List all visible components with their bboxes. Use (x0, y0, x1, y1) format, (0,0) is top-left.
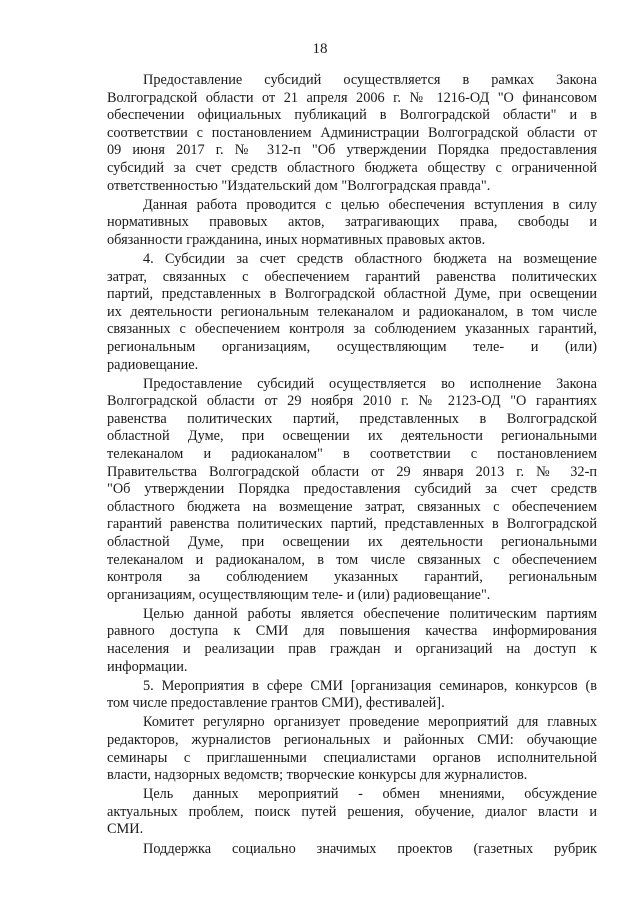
text-line: субсидий за счет средств областного бюджета обществу с ограниченной (107, 159, 597, 176)
text-line: нормативных правовых актов, затрагивающих права, свободы и (107, 214, 597, 231)
text-line: обязанности гражданина, иных нормативных правовых актов. (107, 231, 486, 248)
text-line: телеканалом и радиоканалом, в том числе связанных с обеспечением (107, 551, 597, 568)
text-line: СМИ. (107, 821, 144, 838)
text-line: обеспечении официальных публикаций в Волгоградской области" и в (107, 107, 597, 124)
text-line: Волгоградской области от 21 апреля 2006 г. № 1216-ОД "О финансовом (107, 89, 597, 106)
paragraph (107, 841, 597, 859)
paragraph (107, 714, 597, 784)
text-line: равенства политических партий, представленных в Волгоградской (107, 410, 597, 427)
text-line: радиовещание. (107, 356, 199, 373)
text-line: 5. Мероприятия в сфере СМИ [организация семинаров, конкурсов (в (143, 677, 597, 694)
text-line: власти, надзорных ведомств; творческие конкурсы для журналистов. (107, 767, 528, 784)
text-line: "Об утверждении Порядка предоставления субсидий за счет средств (107, 481, 597, 498)
text-line: Данная работа проводится с целью обеспечения вступления в силу (143, 196, 597, 213)
paragraph (107, 72, 597, 195)
paragraph (107, 786, 597, 839)
paragraph (107, 678, 597, 713)
text-line: актуальных проблем, поиск путей решения, обучение, диалог власти и (107, 803, 597, 820)
text-line: телеканалом и радиоканалом" в соответствии с постановлением (107, 445, 597, 462)
body-text (107, 72, 597, 860)
paragraph (107, 606, 597, 676)
text-line: населения и реализации прав граждан и организаций на доступ к (107, 641, 597, 657)
text-line: Целью данной работы является обеспечение политическим партиям (143, 605, 597, 622)
text-line: областной Думе, при освещении их деятельности региональными (107, 428, 597, 445)
text-line: Правительства Волгоградской области от 29 января 2013 г. № 32-п (107, 463, 597, 480)
text-line: областного бюджета на возмещение затрат, связанных с обеспечением (107, 498, 597, 515)
text-line: Предоставление субсидий осуществляется во исполнение Закона (143, 375, 597, 392)
text-line: том числе предоставление грантов СМИ), фестивалей]. (107, 695, 445, 712)
text-line: партий, представленных в Волгоградской областной Думе, при освещении (107, 286, 597, 303)
paragraph (107, 376, 597, 605)
text-line: Волгоградской области от 29 ноября 2010 г. № 2123-ОД "О гарантиях (107, 393, 597, 410)
text-line: их деятельности региональным телеканалом и радиоканалом, в том числе (107, 303, 597, 320)
text-line: контроля за соблюдением указанных гарантий, региональным (107, 569, 597, 586)
text-line: 4. Субсидии за счет средств областного бюджета на возмещение (143, 250, 597, 267)
text-line: информации. (107, 658, 188, 675)
text-line: региональным организациям, осуществляющим теле- и (или) (107, 338, 597, 355)
text-line: соответствии с постановлением Администрации Волгоградской области от (107, 124, 597, 141)
paragraph (107, 251, 597, 374)
text-line: ответственностью "Издательский дом "Волгоградская правда". (107, 177, 491, 194)
paragraph (107, 197, 597, 250)
text-line: семинары с приглашенными специалистами органов исполнительной (107, 749, 597, 766)
text-line: затрат, связанных с обеспечением гарантий равенства политических (107, 268, 597, 285)
text-line: связанных с обеспечением контроля за соблюдением указанных гарантий, (107, 321, 597, 338)
text-line: 09 июня 2017 г. № 312-п "Об утверждении Порядка предоставления (107, 142, 597, 159)
text-line: редакторов, журналистов региональных и районных СМИ: обучающие (107, 731, 597, 748)
text-line: областной Думе, при освещении их деятельности региональными (107, 533, 597, 550)
text-line: Поддержка социально значимых проектов (газетных рубрик (143, 840, 597, 857)
text-line: гарантий равенства политических партий, представленных в Волгоградской (107, 516, 597, 533)
text-line: Комитет регулярно организует проведение мероприятий для главных (143, 714, 597, 731)
text-line: организациям, осуществляющим теле- и (или) радиовещание". (107, 586, 491, 603)
page-number: 18 (312, 41, 328, 57)
text-line: Предоставление субсидий осуществляется в рамках Закона (143, 72, 597, 88)
text-line: равного доступа к СМИ для повышения качества информирования (107, 623, 597, 640)
text-line: Цель данных мероприятий - обмен мнениями, обсуждение (143, 786, 597, 803)
